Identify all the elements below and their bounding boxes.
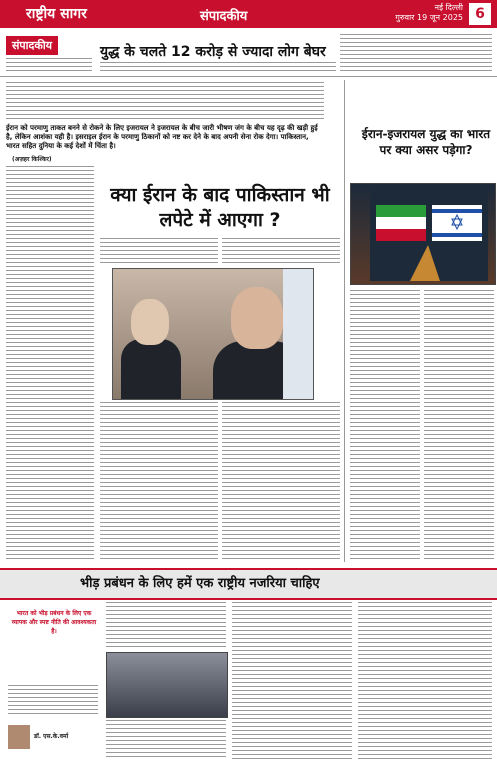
side-text-left: [350, 290, 420, 562]
bottom-col1: [106, 602, 226, 648]
israel-flag-stripe-top: [432, 209, 482, 213]
masthead-city: नई दिल्ली: [434, 3, 463, 12]
col2-lower-text: [100, 402, 218, 560]
masthead-meta: [395, 3, 463, 23]
top-story-text-mid: [100, 62, 336, 74]
flags-graphic: [370, 185, 488, 281]
main-headline: क्या ईरान के बाद पाकिस्तान भी लपेटे में आएगा ?: [110, 184, 330, 231]
byline: (अज़हर किश्किर): [12, 156, 52, 163]
iran-flag-white: [376, 217, 426, 229]
leader-left-suit: [121, 339, 181, 399]
col1-text: [6, 166, 94, 561]
masthead-section: संपादकीय: [200, 9, 248, 24]
author-photo: [8, 725, 30, 749]
column-divider: [344, 80, 345, 562]
leaders-photo: [112, 268, 314, 400]
body-text-top: [6, 82, 324, 120]
top-story-text-right: [340, 34, 492, 74]
top-story-text-left: [6, 58, 92, 74]
editorial-label: संपादकीय: [6, 36, 58, 55]
col3-lower-text: [222, 402, 340, 560]
masthead-date: गुरुवार 19 जून 2025: [395, 13, 463, 22]
iran-flag-green: [376, 205, 426, 217]
leader-right-face: [231, 287, 283, 349]
pull-quote: भारत को भीड़ प्रबंधन के लिए एक व्यापक और स्पष्ट नीति की आवश्यकता है।: [11, 610, 97, 635]
lead-strap: ईरान को परमाणु ताकत बनने से रोकने के लिए इजरायल ने इजरायल के बीच जारी भीषण जंग के बीच यह दृढ़ की खड़ी हुई है, लेकिन आशंका यही है। इसराइल ईरान के परमाणु ठिकानों को नष्ट कर देने के बाद अपनी सेना रोक देगा। पाकिस्तान, भारत सहित दुनिया के कई देशों में चिंता है।: [6, 124, 318, 150]
bottom-col3: [232, 602, 352, 760]
israel-flag-stripe-bottom: [432, 233, 482, 237]
bottom-col4: [358, 602, 492, 760]
top-story-headline: युद्ध के चलते 12 करोड़ से ज्यादा लोग बेघर: [100, 44, 326, 60]
leader-left-face: [131, 299, 169, 345]
page-number: 6: [469, 3, 491, 25]
side-headline: ईरान-इजरायल युद्ध का भारत पर क्या असर पड़ेगा?: [361, 127, 491, 157]
crowd-photo: [106, 652, 228, 718]
side-text-right: [424, 290, 494, 562]
author-name: डॉ. एस.के.वर्मा: [34, 733, 69, 740]
col2-text: [100, 238, 218, 264]
col3-text: [222, 238, 340, 264]
masthead-title: राष्ट्रीय सागर: [26, 6, 87, 22]
iran-flag-red: [376, 229, 426, 241]
flag-stripe: [283, 269, 313, 399]
author-bio: [8, 685, 98, 715]
bottom-col2: [106, 720, 226, 760]
bottom-headline: भीड़ प्रबंधन के लिए हमें एक राष्ट्रीय नजरिया चाहिए: [80, 576, 320, 591]
